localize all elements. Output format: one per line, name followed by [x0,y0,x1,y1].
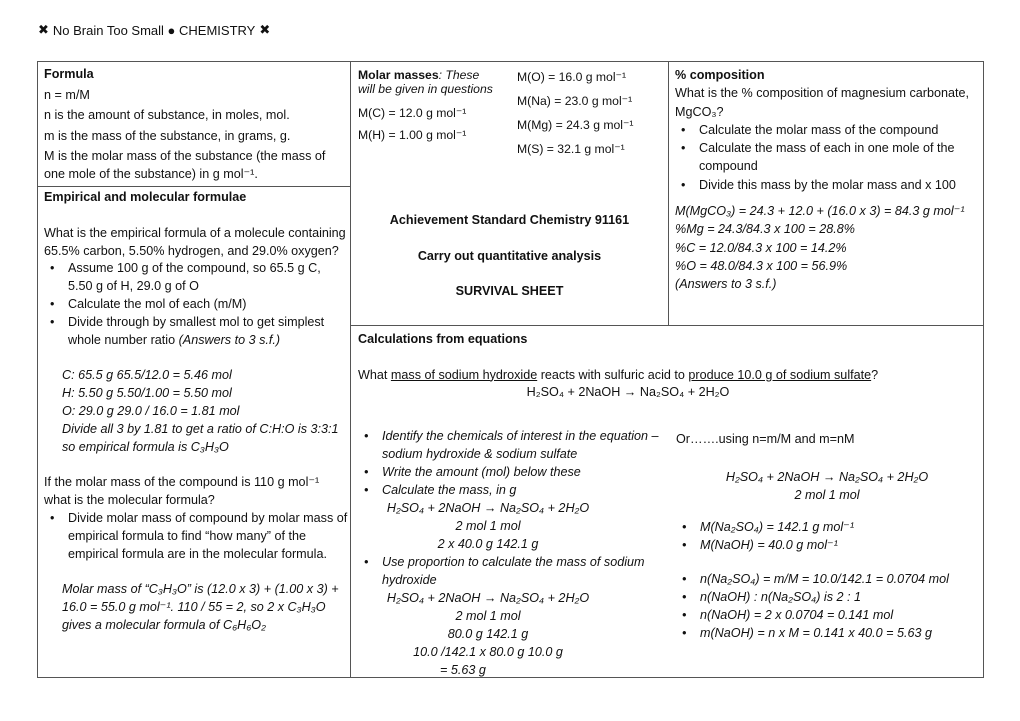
section-title: Calculations from equations [358,332,528,346]
working-line: 2 x 40.0 g 142.1 g [437,537,539,551]
list-item: • M(Na₂SO₄) = 142.1 g mol⁻¹ [700,518,978,536]
working-line: 80.0 g 142.1 g [447,627,529,641]
molar-mass: M(O) = 16.0 g mol⁻¹ [517,70,627,84]
list-item: • Write the amount (mol) below these [382,463,668,481]
bullet-text: Divide through by smallest mol to get simplest whole number ratio [68,314,325,347]
header-text: No Brain Too Small ● CHEMISTRY [52,22,256,38]
x-icon: ✖ [38,22,49,37]
list-item: • Calculate the mass, in g [382,481,668,499]
empirical-question: What is the empirical formula of a molecule containing 65.5% carbon, 5.50% hydrogen, and 29.0% oxygen? [44,225,346,258]
working-line: 10.0 /142.1 x 80.0 g 10.0 g [413,645,563,659]
sheet-name: SURVIVAL SHEET [455,284,564,298]
x-icon: ✖ [259,22,271,37]
page-header [38,22,270,38]
working-line: H₂SO₄ + 2NaOH → Na₂SO₄ + 2H₂O [725,470,929,484]
list-item [68,314,348,350]
list-item: • Divide this mass by the molar mass and x 100 [699,176,980,194]
standard-title: Achievement Standard Chemistry 91161 [389,213,630,227]
working-line: O: 29.0 g 29.0 / 16.0 = 1.81 mol [62,403,240,418]
section-title: Empirical and molecular formulae [44,190,247,204]
formula-line: M is the molar mass of the substance (the mass of one mole of the substance) in g mol⁻¹. [44,149,326,181]
working-line: H₂SO₄ + 2NaOH → Na₂SO₄ + 2H₂O [386,591,590,605]
list-item: • n(Na₂SO₄) = m/M = 10.0/142.1 = 0.0704 mol [700,570,978,588]
divider [350,325,984,326]
working-line: C: 65.5 g 65.5/12.0 = 5.46 mol [62,368,232,383]
working-line: M(MgCO₃) = 24.3 + 12.0 + (16.0 x 3) = 84.3 g mol⁻¹ [675,204,965,219]
molar-masses-note: : These will be given in questions [358,68,493,96]
section-title: % composition [675,68,765,82]
empirical-section [44,189,348,635]
working-line: %C = 12.0/84.3 x 100 = 14.2% [675,240,847,255]
list-item: • Divide molar mass of compound by molar mass of empirical formula to find “how many” of the empirical formula are in the molecular formula. [68,510,348,563]
divider [668,61,669,326]
empirical-question-2: If the molar mass of the compound is 110 g mol⁻¹ what is the molecular formula? [44,475,320,508]
list-item: • n(NaOH) = 2 x 0.0704 = 0.141 mol [700,606,978,624]
answers-note: (Answers to 3 s.f.) [178,332,281,347]
list-item: • n(NaOH) : n(Na₂SO₄) is 2 : 1 [700,588,978,606]
working-line: Molar mass of “C₃H₃O” is (12.0 x 3) + (1.00 x 3) + 16.0 = 55.0 g mol⁻¹. 110 / 55 = 2, so 2 x C₃H₃O gives a molecular formula of C₆H₆O₂ [62,582,339,632]
formula-section [44,66,346,183]
equation: H₂SO₄ + 2NaOH → Na₂SO₄ + 2H₂O [526,385,730,399]
working-line: Divide all 3 by 1.81 to get a ratio of C:H:O is 3:3:1 so empirical formula is C₃H₃O [62,421,339,454]
working-line: H₂SO₄ + 2NaOH → Na₂SO₄ + 2H₂O [386,501,590,515]
divider [37,186,350,187]
formula-line: n = m/M [44,87,90,102]
molar-mass: M(H) = 1.00 g mol⁻¹ [358,128,467,142]
molar-mass: M(Mg) = 24.3 g mol⁻¹ [517,118,634,132]
equations-question: What mass of sodium hydroxide reacts with sulfuric acid to produce 10.0 g of sodium sulfate? [358,367,879,382]
section-title: Formula [44,67,94,81]
list-item: • Identify the chemicals of interest in the equation – sodium hydroxide & sodium sulfate [382,427,668,463]
working-line: 2 mol 1 mol [794,488,860,502]
working-line: %Mg = 24.3/84.3 x 100 = 28.8% [675,222,855,237]
working-line: (Answers to 3 s.f.) [675,277,777,292]
equations-section [358,331,978,402]
list-item: • m(NaOH) = n x M = 0.141 x 40.0 = 5.63 g [700,624,978,642]
list-item: • Assume 100 g of the compound, so 65.5 g C, 5.50 g of H, 29.0 g of O [68,260,348,296]
equations-method [358,427,668,679]
composition-section [675,66,980,294]
working-line: 2 mol 1 mol [455,519,521,533]
composition-question: What is the % composition of magnesium carbonate, MgCO₃? [675,86,969,119]
divider [350,61,351,678]
formula-line: n is the amount of substance, in moles, mol. [44,108,290,122]
molar-mass: M(C) = 12.0 g mol⁻¹ [358,106,467,120]
working-line: H: 5.50 g 5.50/1.00 = 5.50 mol [62,386,232,401]
molar-masses-right [517,70,665,156]
formula-line: m is the mass of the substance, in grams, g. [44,128,291,143]
alternative-heading: Or…….using n=m/M and m=nM [676,432,855,446]
sheet-title-block [352,212,667,301]
list-item: • Calculate the mol of each (m/M) [68,296,348,314]
molar-mass: M(S) = 32.1 g mol⁻¹ [517,142,625,156]
equations-alternative [676,430,978,642]
working-line: = 5.63 g [440,663,486,677]
list-item: • Calculate the molar mass of the compound [699,121,980,139]
list-item: • M(NaOH) = 40.0 g mol⁻¹ [700,536,978,554]
list-item: • Calculate the mass of each in one mole of the compound [699,139,980,176]
molar-masses-section [358,68,498,142]
section-title: Molar masses [358,68,439,82]
standard-subtitle: Carry out quantitative analysis [417,248,602,263]
working-line: 2 mol 1 mol [455,609,521,623]
molar-mass: M(Na) = 23.0 g mol⁻¹ [517,94,633,108]
working-line: %O = 48.0/84.3 x 100 = 56.9% [675,258,848,273]
list-item: • Use proportion to calculate the mass of sodium hydroxide [382,553,668,589]
